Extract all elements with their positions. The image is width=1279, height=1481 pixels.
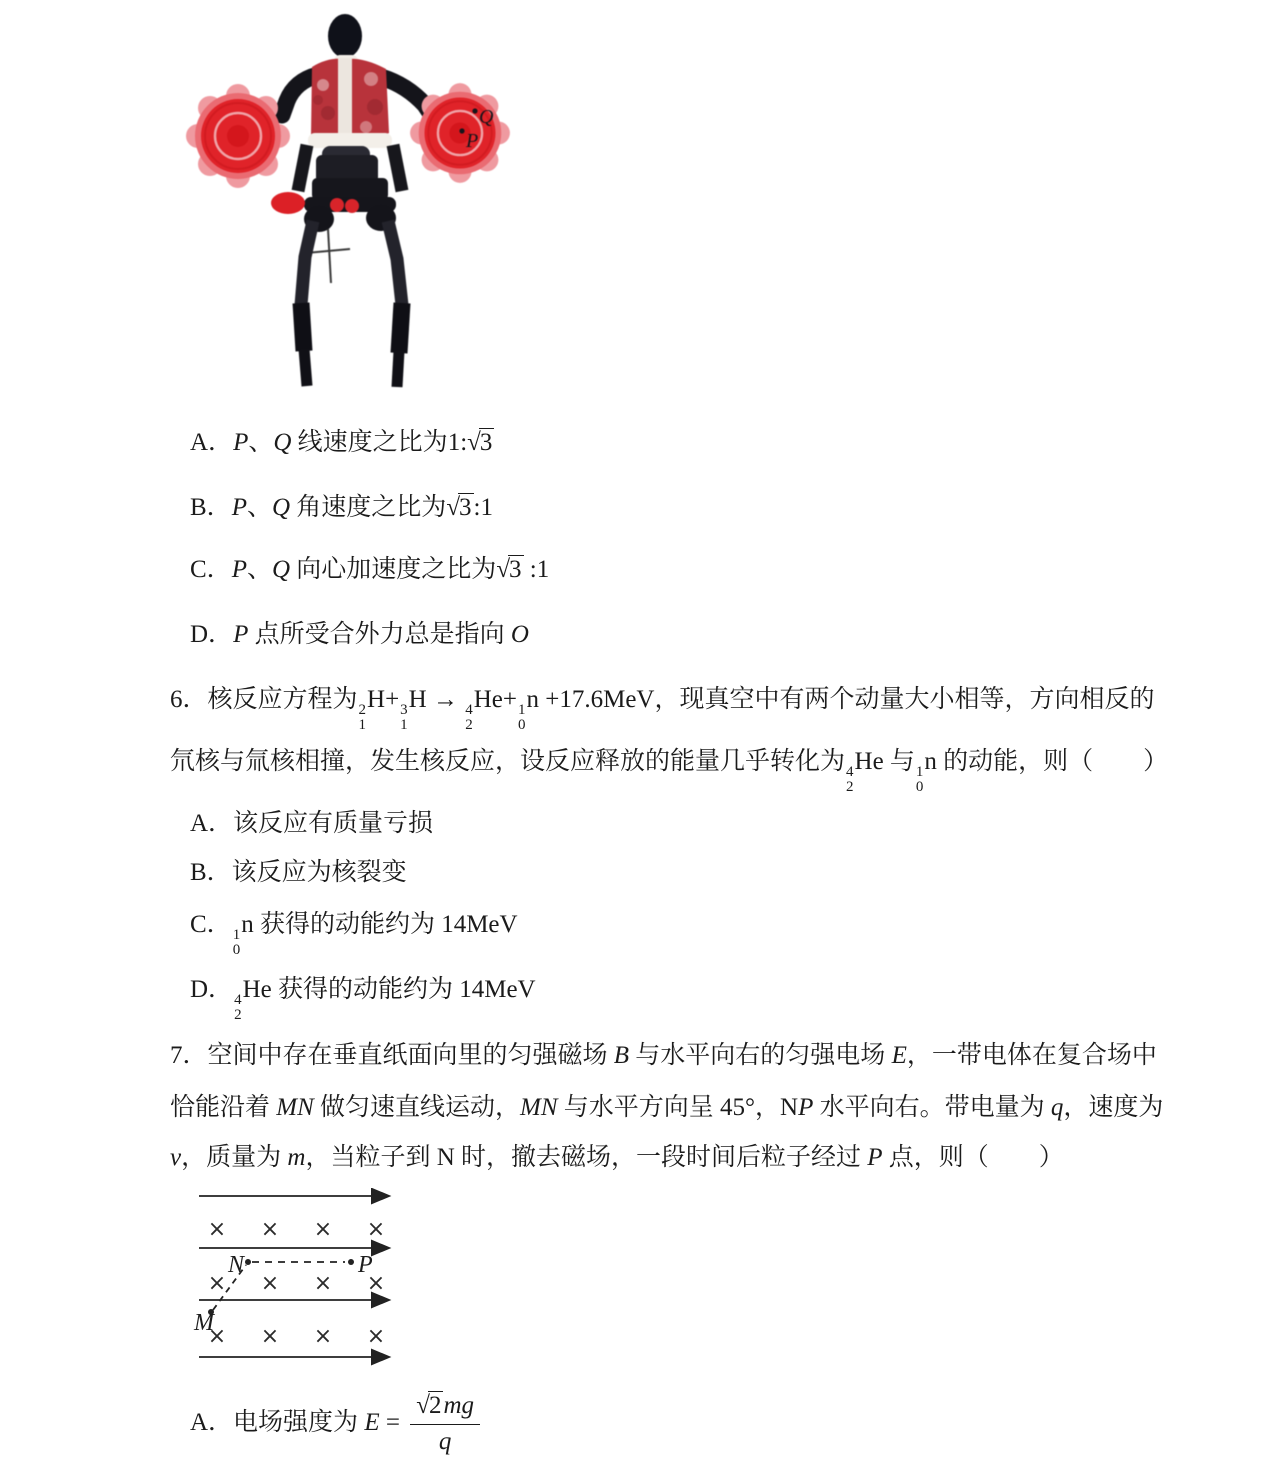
robot-right-thigh bbox=[388, 221, 402, 305]
red-knob-2 bbox=[345, 199, 359, 213]
diagram-label-p: P bbox=[358, 1252, 373, 1278]
robot-right-shin bbox=[397, 351, 399, 387]
robot-right-upper-arm bbox=[393, 145, 402, 191]
q6-stem-line2: 氘核与氚核相撞，发生核反应，设反应释放的能量几乎转化为 4 2 He 与 1 0 n 的动能，则（ ） bbox=[170, 748, 1169, 795]
left-drum bbox=[186, 84, 290, 188]
q7-stem-line1: 7．空间中存在垂直纸面向里的匀强磁场 B 与水平向右的匀强电场 E，一带电体在复合场中 bbox=[170, 1042, 1157, 1069]
robot-left-boot bbox=[301, 303, 304, 351]
q7-field-diagram bbox=[192, 1188, 404, 1372]
field-cross-icon: × bbox=[260, 1324, 280, 1349]
diagram-label-n: N bbox=[227, 1252, 244, 1278]
red-knob-1 bbox=[330, 198, 344, 212]
red-handle bbox=[271, 192, 305, 214]
robot-left-thigh bbox=[301, 221, 313, 305]
robot-body-group bbox=[186, 14, 510, 387]
magnetic-field-row-1 bbox=[208, 1217, 385, 1242]
drum-point-p-label: P bbox=[466, 130, 479, 152]
q5-option-a: A．P、Q 线速度之比为1:√3 bbox=[190, 429, 493, 456]
drum-point-q-label: Q bbox=[479, 106, 494, 128]
field-cross-icon: × bbox=[313, 1324, 333, 1349]
q7-stem-line2: 恰能沿着 MN 做匀速直线运动，MN 与水平方向呈 45°，NP 水平向右。带电量为 q，速度为 bbox=[170, 1094, 1164, 1121]
robot-drummer-photo bbox=[185, 5, 515, 395]
diagram-label-m: M bbox=[194, 1310, 214, 1336]
field-cross-icon: × bbox=[207, 1271, 227, 1296]
q7-stem-line3: v，质量为 m，当粒子到 N 时，撤去磁场，一段时间后粒子经过 P 点，则（ ） bbox=[170, 1144, 1064, 1171]
point-q-dot bbox=[472, 108, 477, 113]
q5-option-c: C．P、Q 向心加速度之比为√3 :1 bbox=[190, 556, 550, 583]
right-drum bbox=[410, 83, 510, 183]
field-cross-icon: × bbox=[313, 1271, 333, 1296]
vest-fur-trim bbox=[308, 133, 392, 148]
point-p-dot bbox=[459, 128, 464, 133]
robot-left-upper-arm bbox=[298, 145, 307, 191]
field-cross-icon: × bbox=[366, 1324, 386, 1349]
lower-box bbox=[312, 178, 388, 200]
q6-option-b: B．该反应为核裂变 bbox=[190, 859, 407, 886]
q5-option-d: D．P 点所受合外力总是指向 O bbox=[190, 621, 529, 648]
robot-right-boot bbox=[399, 303, 402, 353]
robot-left-shin bbox=[304, 349, 307, 386]
q6-option-d: D． 4 2 He 获得的动能约为 14MeV bbox=[190, 976, 536, 1023]
q6-option-c: C． 1 0 n 获得的动能约为 14MeV bbox=[190, 911, 518, 958]
point-n-dot bbox=[245, 1259, 251, 1265]
field-diagram-svg bbox=[192, 1188, 404, 1372]
q7-option-a: A．电场强度为 E = $\frac{√2mg}{q}$ bbox=[190, 1392, 480, 1457]
field-cross-icon: × bbox=[207, 1217, 227, 1242]
field-cross-icon: × bbox=[260, 1271, 280, 1296]
question5-figure-robot-drummer bbox=[185, 5, 515, 395]
vest-center-stripe bbox=[338, 58, 352, 140]
point-p-dot bbox=[348, 1259, 354, 1265]
q6-option-a: A．该反应有质量亏损 bbox=[190, 810, 434, 837]
field-cross-icon: × bbox=[207, 1324, 227, 1349]
field-cross-icon: × bbox=[366, 1271, 386, 1296]
magnetic-field-row-3 bbox=[208, 1324, 385, 1349]
field-cross-icon: × bbox=[260, 1217, 280, 1242]
field-cross-icon: × bbox=[366, 1217, 386, 1242]
field-cross-icon: × bbox=[313, 1217, 333, 1242]
q5-option-b: B．P、Q 角速度之比为√3:1 bbox=[190, 494, 493, 521]
robot-head bbox=[328, 14, 362, 58]
q6-stem-line1: 6．核反应方程为 2 1 H+ 3 1 H → 4 2 He+ 1 0 n +17.6MeV，现真空中有两个动量大小相等，方向相反的 bbox=[170, 686, 1155, 733]
antenna-vertical bbox=[328, 229, 331, 283]
